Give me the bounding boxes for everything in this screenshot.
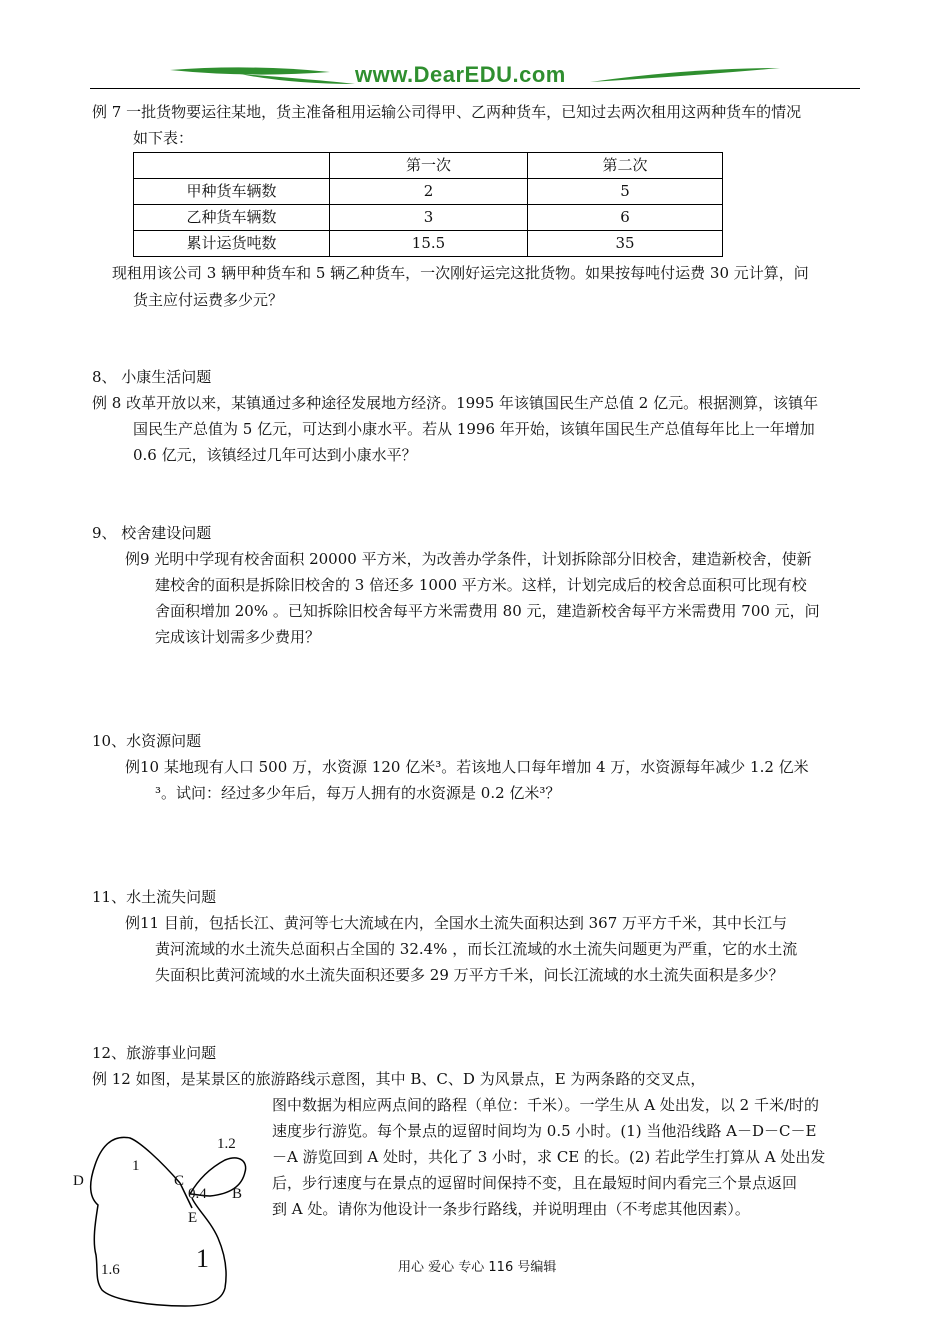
label-distance-1-large: 1 bbox=[196, 1244, 209, 1273]
route-loop-left bbox=[91, 1137, 226, 1306]
sec10-heading: 10、水资源问题 bbox=[92, 732, 202, 750]
sec11-line-2: 黄河流域的水土流失总面积占全国的 32.4% ，而长江流域的水土流失问题更为严重，它的水土流 bbox=[155, 940, 798, 958]
table-header-row bbox=[134, 153, 723, 179]
table-row bbox=[134, 205, 723, 231]
cargo-table bbox=[133, 152, 723, 257]
sec11-heading: 11、水土流失问题 bbox=[92, 888, 217, 906]
table-cell: 15.5 bbox=[330, 231, 528, 257]
table-cell: 累计运货吨数 bbox=[134, 231, 330, 257]
sec9-heading: 9、 校舍建设问题 bbox=[92, 524, 212, 542]
label-point-c: C bbox=[174, 1173, 185, 1189]
header-rule bbox=[90, 88, 860, 89]
table-row bbox=[134, 179, 723, 205]
right-swoosh bbox=[590, 68, 780, 82]
left-swoosh bbox=[170, 67, 330, 74]
sec8-line-1: 例 8 改革开放以来，某镇通过多种途径发展地方经济。1995 年该镇国民生产总值 2 亿元。根据测算，该镇年 bbox=[92, 394, 819, 412]
table-cell: 35 bbox=[528, 231, 723, 257]
label-distance-1-2: 1.2 bbox=[217, 1136, 236, 1152]
sec9-line-2: 建校舍的面积是拆除旧校舍的 3 倍还多 1000 平方米。这样，计划完成后的校舍总面积可比现有校 bbox=[155, 576, 807, 594]
sec11-line-3: 失面积比黄河流域的水土流失面积还要多 29 万平方千米，问长江流域的水土流失面积是多少？ bbox=[155, 966, 784, 984]
table-header-cell: 第一次 bbox=[330, 153, 528, 179]
sec8-heading: 8、 小康生活问题 bbox=[92, 368, 212, 386]
label-point-b: B bbox=[232, 1186, 243, 1202]
table-cell: 甲种货车辆数 bbox=[134, 179, 330, 205]
table-cell: 2 bbox=[330, 179, 528, 205]
label-distance-1-6: 1.6 bbox=[101, 1262, 120, 1278]
table-row bbox=[134, 231, 723, 257]
ex7-line-2: 如下表： bbox=[133, 129, 194, 147]
label-point-e: E bbox=[188, 1210, 198, 1226]
route-diagram bbox=[60, 1120, 270, 1310]
table-header-cell: 第二次 bbox=[528, 153, 723, 179]
sec10-line-1: 例10 某地现有人口 500 万，水资源 120 亿米³。若该地人口每年增加 4 万，水资源每年减少 1.2 亿米 bbox=[125, 758, 809, 776]
table-cell: 乙种货车辆数 bbox=[134, 205, 330, 231]
label-distance-0-4: 0.4 bbox=[188, 1186, 207, 1202]
sec12-line-1: 例 12 如图，是某景区的旅游路线示意图，其中 B、C、D 为风景点，E 为两条路的交叉点， bbox=[92, 1070, 706, 1088]
site-logo-text[interactable]: www.DearEDU.com bbox=[355, 62, 566, 87]
sec8-line-3: 0.6 亿元，该镇经过几年可达到小康水平？ bbox=[133, 446, 417, 464]
sec9-line-1: 例9 光明中学现有校舍面积 20000 平方米，为改善办学条件，计划拆除部分旧校舍，建造新校舍，使新 bbox=[125, 550, 812, 568]
sec11-line-1: 例11 目前，包括长江、黄河等七大流域在内，全国水土流失面积达到 367 万平方千米，其中长江与 bbox=[125, 914, 788, 932]
ex7-line-4: 货主应付运费多少元？ bbox=[133, 291, 284, 309]
label-point-d: D bbox=[73, 1173, 84, 1189]
ex7-line-3: 现租用该公司 3 辆甲种货车和 5 辆乙种货车，一次刚好运完这批货物。如果按每吨付运费 30 元计算，问 bbox=[112, 264, 809, 282]
left-swoosh-tail bbox=[240, 74, 355, 84]
sec12-line-3: 速度步行游览。每个景点的逗留时间均为 0.5 小时。(1) 当他沿线路 A－D－C－E bbox=[272, 1122, 817, 1140]
table-cell: 5 bbox=[528, 179, 723, 205]
sec12-heading: 12、旅游事业问题 bbox=[92, 1044, 217, 1062]
sec10-line-2: ³。试问：经过多少年后，每万人拥有的水资源是 0.2 亿米³？ bbox=[155, 784, 561, 802]
page-footer: 用心 爱心 专心 116 号编辑 bbox=[398, 1260, 557, 1275]
sec9-line-4: 完成该计划需多少费用？ bbox=[155, 628, 321, 646]
sec8-line-2: 国民生产总值为 5 亿元，可达到小康水平。若从 1996 年开始，该镇年国民生产总值每年比上一年增加 bbox=[133, 420, 815, 438]
label-distance-1: 1 bbox=[132, 1158, 140, 1174]
ex7-line-1: 例 7 一批货物要运往某地，货主准备租用运输公司得甲、乙两种货车，已知过去两次租用这两种货车的情况 bbox=[92, 103, 802, 121]
table-cell: 3 bbox=[330, 205, 528, 231]
sec12-line-4: －A 游览回到 A 处时，共化了 3 小时，求 CE 的长。(2) 若此学生打算从 A 处出发 bbox=[272, 1148, 826, 1166]
sec12-line-2: 图中数据为相应两点间的路程（单位：千米）。一学生从 A 处出发，以 2 千米/时的 bbox=[272, 1096, 820, 1114]
sec12-line-5: 后，步行速度与在景点的逗留时间保持不变，且在最短时间内看完三个景点返回 bbox=[272, 1174, 798, 1192]
table-header-cell bbox=[134, 153, 330, 179]
table-cell: 6 bbox=[528, 205, 723, 231]
sec9-line-3: 舍面积增加 20% 。已知拆除旧校舍每平方米需费用 80 元，建造新校舍每平方米需费用 700 元，问 bbox=[155, 602, 820, 620]
sec12-line-6: 到 A 处。请你为他设计一条步行路线，并说明理由（不考虑其他因素）。 bbox=[272, 1200, 750, 1218]
